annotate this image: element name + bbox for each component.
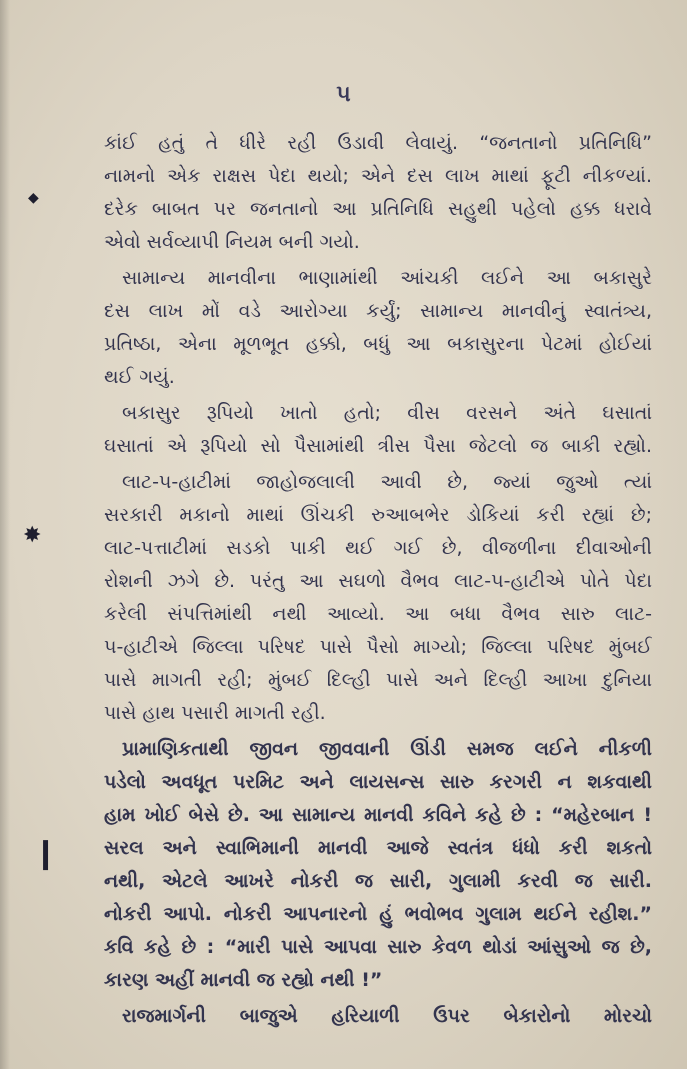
ink-mark-icon: ◆ [28,190,39,206]
body-text [104,130,652,1027]
text-line: એવો સર્વવ્યાપી નિયમ બની ગયો. [104,231,360,253]
text-line: ૫-હાટીએ જિલ્લા પરિષદ પાસે પૈસો માગ્યો; જિલ્લા પરિષદ મુંબઈ [104,636,652,658]
text-line: ઘસાતાં એ રૂપિયો સો પૈસામાંથી ત્રીસ પૈસા જેટલો જ બાકી રહ્યો. [104,435,652,457]
text-line: દરેક બાબત પર જનતાનો આ પ્રતિનિધિ સહુથી પહેલો હક્ક ધરાવે [104,198,652,220]
text-line: પ્રામાણિકતાથી જીવન જીવવાની ઊંડી સમજ લઈને નીકળી [122,738,652,760]
text-line: સામાન્ય માનવીના ભાણામાંથી આંચકી લઈને આ બકાસુરે [122,267,652,289]
text-line: લાટ-૫-હાટીમાં જાહોજલાલી આવી છે, જ્યાં જુઓ ત્યાં [122,471,652,493]
text-line: નથી, એટલે આખરે નોકરી જ સારી, ગુલામી કરવી જ સારી. [104,870,652,892]
text-line: પાસે માગતી રહી; મુંબઈ દિલ્હી પાસે અને દિલ્હી આખા દુનિયા [104,669,652,691]
page-edge-shadow [0,0,10,1069]
text-line: સરલ અને સ્વાભિમાની માનવી આજે સ્વતંત્ર ધંધો કરી શકતો [104,837,652,859]
text-line: કરેલી સંપત્તિમાંથી નથી આવ્યો. આ બધા વૈભવ સારુ લાટ- [104,603,652,625]
text-line: કારણ અહીં માનવી જ રહ્યો નથી !” [104,969,383,991]
text-line: નોકરી આપો. નોકરી આપનારનો હું ભવોભવ ગુલામ થઈને રહીશ.” [104,903,652,925]
text-line: કાંઈ હતું તે ધીરે રહી ઉડાવી લેવાયું. “જનતાનો પ્રતિનિધિ” [104,132,652,154]
text-line: પડેલો અવધૂત પરમિટ અને લાયસન્સ સારુ કરગરી ન શકવાથી [104,771,652,793]
text-line: સરકારી મકાનો માથાં ઊંચકી રુઆબભેર ડોકિયાં કરી રહ્યાં છે; [104,504,652,526]
text-line: દસ લાખ મોં વડે આરોગ્યા કર્યું; સામાન્ય માનવીનું સ્વાતંત્ર્ય, [104,300,652,322]
ink-blot-icon: ✸ [23,523,42,548]
text-line: રાજમાર્ગની બાજુએ હરિયાળી ઉપર બેકારોનો મોરચો [122,1005,652,1027]
text-line: બકાસુર રૂપિયો ખાતો હતો; વીસ વરસને અંતે ઘસાતાં [122,402,652,424]
text-line: રોશની ઝગે છે. પરંતુ આ સઘળો વૈભવ લાટ-૫-હાટીએ પોતે પેદા [104,570,652,592]
ink-smudge-icon: ❙ [33,836,59,871]
text-line: પ્રતિષ્ઠા, એના મૂળભૂત હક્કો, બધું આ બકાસુરના પેટમાં હોઈયાં [104,333,652,355]
page-number: ૫ [336,82,351,107]
text-line: નામનો એક રાક્ષસ પેદા થયો; એને દસ લાખ માથાં ફૂટી નીકળ્યાં. [104,165,652,187]
text-line: હામ ખોઈ બેસે છે. આ સામાન્ય માનવી કવિને કહે છે : “મહેરબાન ! [104,804,652,826]
text-line: લાટ-પત્તાટીમાં સડકો પાકી થઈ ગઈ છે, વીજળીના દીવાઓની [104,537,652,559]
text-line: કવિ કહે છે : “મારી પાસે આપવા સારુ કેવળ થોડાં આંસુઓ જ છે, [104,936,652,958]
text-line: પાસે હાથ પસારી માગતી રહી. [104,702,326,724]
text-line: થઈ ગયું. [104,366,175,388]
